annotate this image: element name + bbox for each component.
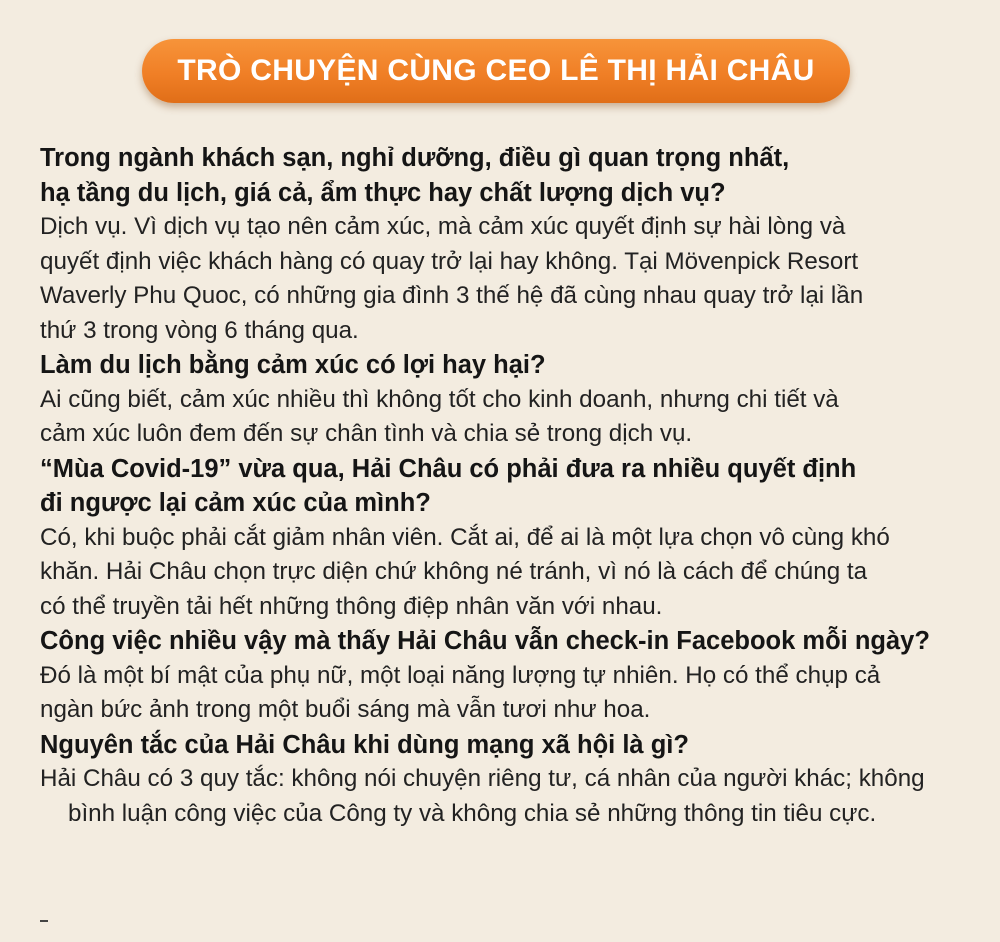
question-line: đi ngược lại cảm xúc của mình? [40,489,431,517]
answer-line: quyết định việc khách hàng có quay trở lại hay không. Tại Mövenpick Resort [40,247,859,275]
answer-line: khăn. Hải Châu chọn trực diện chứ không né tránh, vì nó là cách để chúng ta [40,558,868,585]
answer-line: bình luận công việc của Công ty và không chia sẻ những thông tin tiêu cực. [68,799,877,827]
answer-line: cảm xúc luôn đem đến sự chân tình và chia sẻ trong dịch vụ. [40,420,693,447]
question-line: “Mùa Covid-19” vừa qua, Hải Châu có phải đưa ra nhiều quyết định [40,454,857,483]
answer-line: Có, khi buộc phải cắt giảm nhân viên. Cắt ai, để ai là một lựa chọn vô cùng khó [40,523,890,551]
interview-body [40,141,975,831]
answer-line: Hải Châu có 3 quy tắc: không nói chuyện riêng tư, cá nhân của người khác; không [40,765,925,792]
qa-item-3 [40,452,975,625]
question-line: Làm du lịch bằng cảm xúc có lợi hay hại? [40,351,546,379]
question-line: Nguyên tắc của Hải Châu khi dùng mạng xã hội là gì? [40,730,689,759]
answer-line: thứ 3 trong vòng 6 tháng qua. [40,316,359,344]
title-banner [142,39,850,103]
question-line: hạ tầng du lịch, giá cả, ẩm thực hay chất lượng dịch vụ? [40,178,726,207]
answer-line: ngàn bức ảnh trong một buổi sáng mà vẫn tươi như hoa. [40,696,651,723]
qa-item-4 [40,624,975,728]
answer-line: Ai cũng biết, cảm xúc nhiều thì không tốt cho kinh doanh, nhưng chi tiết và [40,385,839,413]
answer-line: Waverly Phu Quoc, có những gia đình 3 thế hệ đã cùng nhau quay trở lại lần [40,282,864,309]
qa-item-2 [40,348,975,452]
answer-line: có thể truyền tải hết những thông điệp nhân văn với nhau. [40,592,663,620]
question-line: Trong ngành khách sạn, nghỉ dưỡng, điều gì quan trọng nhất, [40,144,790,172]
question-line: Công việc nhiều vậy mà thấy Hải Châu vẫn check-in Facebook mỗi ngày? [40,627,930,655]
qa-item-5 [40,728,975,832]
corner-mark [40,920,48,922]
page-title: TRÒ CHUYỆN CÙNG CEO LÊ THỊ HẢI CHÂU [177,54,815,87]
answer-line: Dịch vụ. Vì dịch vụ tạo nên cảm xúc, mà cảm xúc quyết định sự hài lòng và [40,213,846,240]
answer-line: Đó là một bí mật của phụ nữ, một loại năng lượng tự nhiên. Họ có thể chụp cả [40,661,881,689]
qa-item-1 [40,141,975,348]
